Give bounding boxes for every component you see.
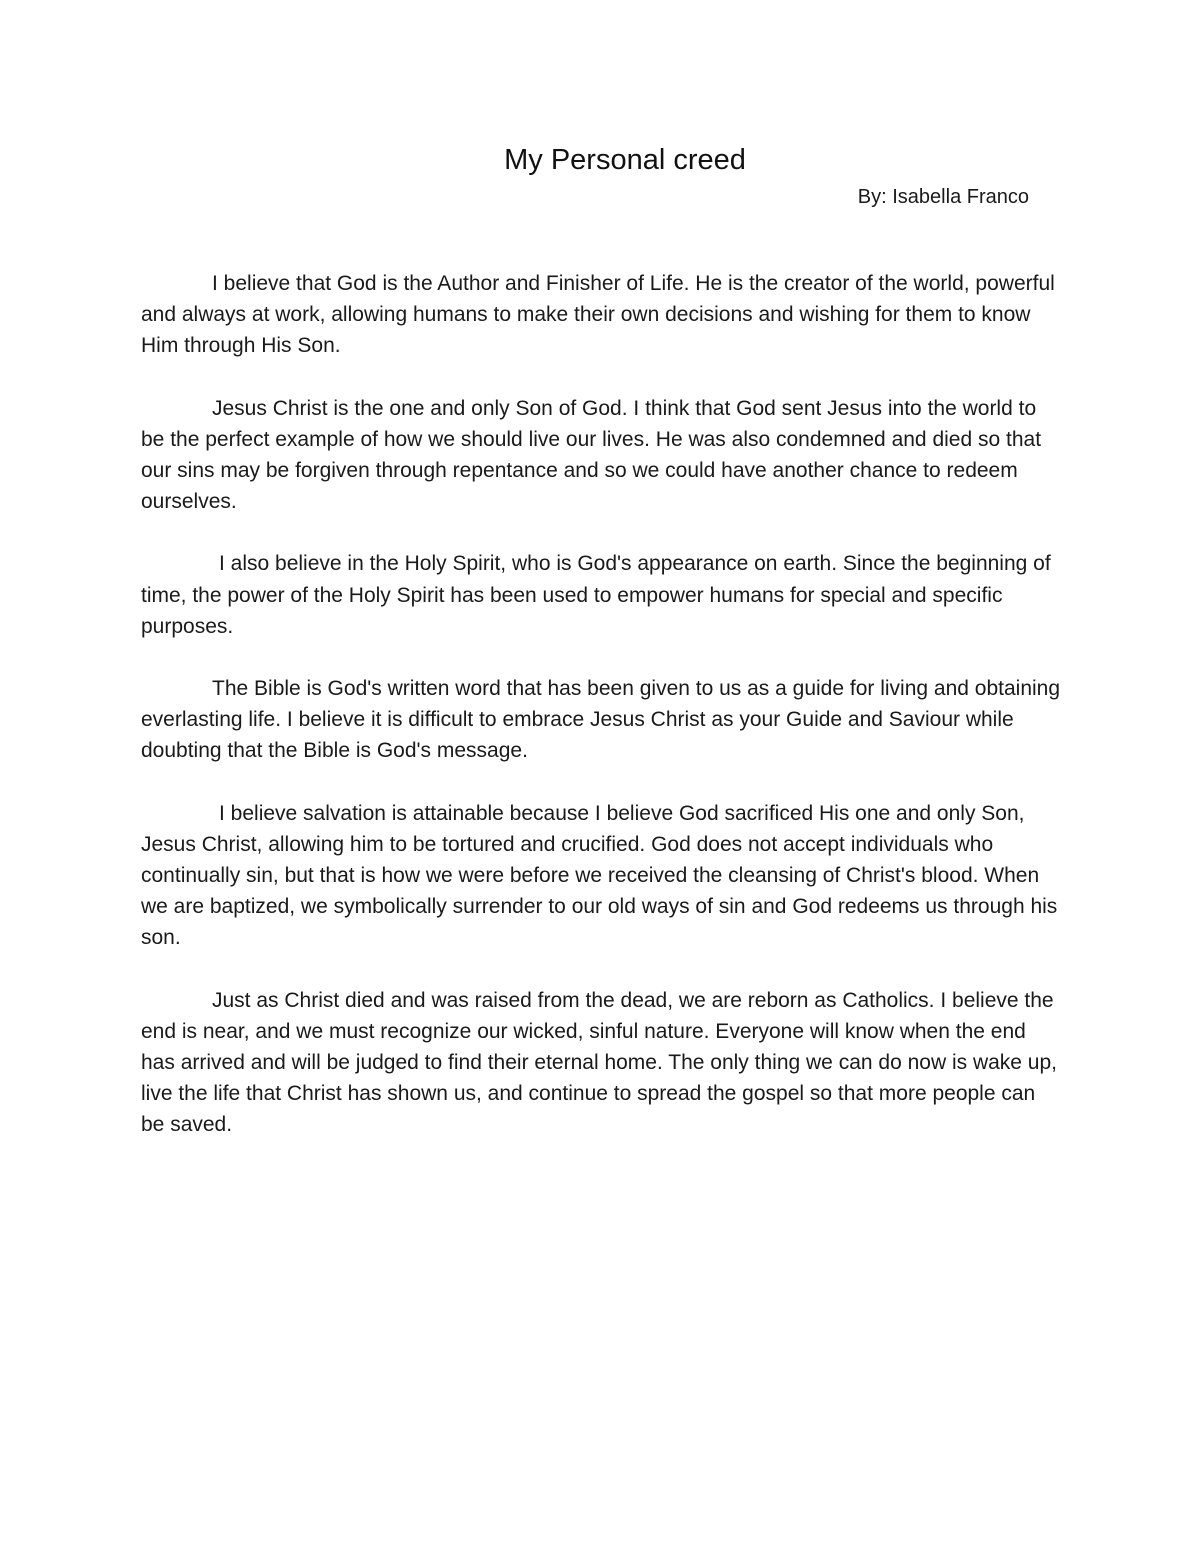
paragraph-salvation: I believe salvation is attainable because I believe God sacrificed His one and only Son, Jesus Christ, allowing him to be tortured and crucified. God does not accept individuals who continually sin, but that is how we were before we received the cleansing of Christ's blood. When we are baptized, we symbolically surrender to our old ways of sin and God redeems us through his son.	[141, 801, 1058, 950]
paragraph-holy-spirit: I also believe in the Holy Spirit, who is God's appearance on earth. Since the beginning of time, the power of the Holy Spirit has been used to empower humans for special and specific purposes.	[141, 552, 1051, 638]
paragraph-jesus-christ: Jesus Christ is the one and only Son of God. I think that God sent Jesus into the world to be the perfect example of how we should live our lives. He was also condemned and died so that our sins may be forgiven through repentance and so we could have another chance to redeem ourselves.	[141, 396, 1042, 514]
paragraph-god: I believe that God is the Author and Finisher of Life. He is the creator of the world, powerful and always at work, allowing humans to make their own decisions and wishing for them to know Him through His Son.	[141, 272, 1055, 358]
author-byline: By: Isabella Franco	[857, 186, 1029, 208]
document-body	[141, 268, 1061, 1172]
document-title: My Personal creed	[504, 144, 746, 176]
paragraph-bible: The Bible is God's written word that has been given to us as a guide for living and obtaining everlasting life. I believe it is difficult to embrace Jesus Christ as your Guide and Saviour while doubting that the Bible is God's message.	[141, 677, 1061, 763]
paragraph-end-times: Just as Christ died and was raised from the dead, we are reborn as Catholics. I believe the end is near, and we must recognize our wicked, sinful nature. Everyone will know when the end has arrived and will be judged to find their eternal home. The only thing we can do now is wake up, live the life that Christ has shown us, and continue to spread the gospel so that more people can be saved.	[141, 988, 1057, 1137]
